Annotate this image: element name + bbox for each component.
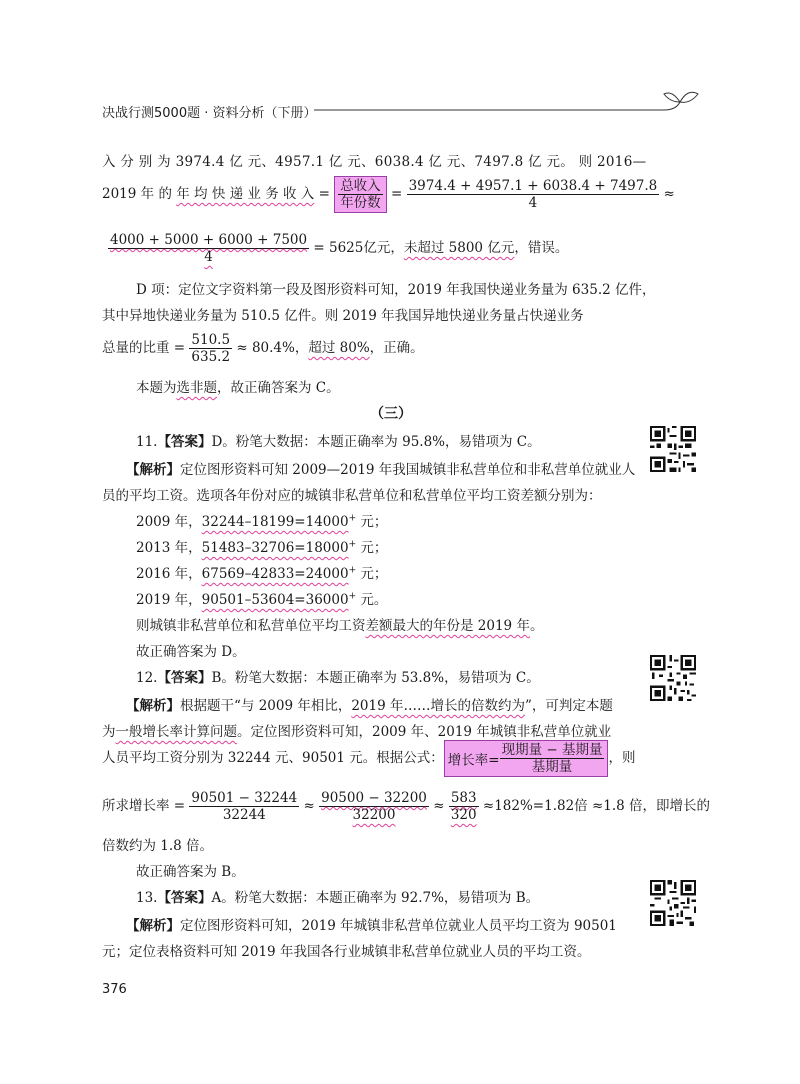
q12-number: 12. [136, 670, 158, 686]
q11-answer-text: D。粉笔大数据：本题正确率为 95.8%，易错项为 C。 [211, 434, 541, 450]
p2-result: ≈ 80.4%， [232, 340, 309, 357]
q13-jx-line1 [126, 914, 617, 934]
q12-l1-underline: 2019 年……增长的倍数约为 [351, 698, 525, 714]
q11-calc: 90501–53604=36000 [201, 592, 349, 608]
p1-fraction-1 [407, 178, 660, 211]
q12-jx-line5: 倍数约为 1.8 倍。 [102, 838, 214, 854]
p1-fraction-2 [108, 232, 309, 265]
q11-year: 2019 年， [136, 592, 202, 608]
q11-sup: + [348, 539, 357, 550]
p1-line1: 入 分 别 为 3974.4 亿 元、4957.1 亿 元、6038.4 亿 元、7497.8 亿 元。 则 2016— [102, 154, 647, 170]
p1-f1-den: 4 [528, 195, 538, 212]
p1-f2-num: 4000 + 5000 + 6000 + 7500 [110, 232, 308, 248]
q11-year: 2009 年， [136, 514, 202, 530]
q12-l3a: 人员平均工资分别为 32244 元、90501 元。根据公式： [102, 750, 444, 767]
qr-code-icon-q11[interactable] [650, 426, 696, 472]
q12-answer-tag: 【答案】 [157, 670, 212, 686]
q13-answer-tag: 【答案】 [157, 890, 212, 906]
q11-final: 故正确答案为 D。 [136, 644, 246, 660]
q11-answer-line [136, 430, 541, 450]
p1-f1-num: 3974.4 + 4957.1 + 6038.4 + 7497.8 [408, 178, 658, 194]
q11-unit: 元； [356, 566, 388, 582]
q11-concl-underline: 差额最大的年份是 2019 年 [365, 618, 530, 634]
q12-fraction-1 [189, 790, 299, 823]
p2-exceed-underline: 超过 80% [308, 340, 370, 357]
header-rule-sprout-icon [314, 88, 704, 122]
p2-f-den: 635.2 [191, 349, 231, 366]
q12-box-num: 现期量 − 基期量 [501, 742, 603, 758]
q11-unit: 元。 [356, 592, 388, 608]
p1-approx: ≈ [659, 186, 675, 203]
p2-line1: D 项：定位文字资料第一段及图形资料可知，2019 年我国快递业务量为 635.2 亿件， [136, 282, 656, 298]
q11-concl-text: 则城镇非私营单位和私营单位平均工资 [136, 618, 366, 634]
q11-unit: 元； [356, 540, 388, 556]
p3-line [136, 376, 340, 396]
p1-highlight-formula [334, 176, 387, 213]
p2-correct: ，正确。 [369, 340, 424, 357]
qr-code-icon-q13[interactable] [650, 880, 696, 926]
p1-avg-income-underline: 年 均 快 递 业 务 收 入 [176, 186, 315, 203]
q12-box-den: 基期量 [531, 759, 573, 776]
q12-box-label: 增长率= [447, 752, 500, 769]
q12-l4a: 所求增长率 = [102, 798, 190, 815]
q12-analysis-tag: 【解析】 [126, 698, 180, 714]
q13-answer-line [136, 886, 539, 906]
p2-line3 [102, 332, 424, 365]
q12-l3b: ，则 [608, 750, 636, 767]
q12-jx-line2 [102, 720, 611, 740]
q11-sup: + [348, 591, 357, 602]
q12-fraction-3 [449, 790, 479, 823]
p1-line2-text: 2019 年 的 [102, 186, 177, 203]
header-title: 决战行测5000题 · 资料分析（下册） [102, 106, 317, 121]
p1-not-exceed-underline: 未超过 5800 亿元 [403, 240, 515, 257]
q11-number: 11. [136, 434, 158, 450]
q13-l1: 定位图形资料可知，2019 年城镇非私营单位就业人员平均工资为 90501 [180, 918, 617, 934]
p1-eq: = [314, 186, 335, 203]
q11-calc: 51483–32706=18000 [201, 540, 349, 556]
section-title: （三） [370, 406, 412, 422]
q12-answer-line [136, 666, 540, 686]
q11-row-2009 [136, 510, 387, 530]
q11-sup: + [348, 565, 357, 576]
q12-approx1: ≈ [299, 798, 320, 815]
q12-f3-den: 320 [450, 807, 477, 824]
q12-growth-formula-box [444, 740, 609, 777]
qr-code-icon-q12[interactable] [650, 655, 696, 701]
q12-f1-den: 32244 [222, 807, 266, 824]
q11-jx-line2: 员的平均工资。选项各年份对应的城镇非私营单位和私营单位平均工资差额分别为： [102, 488, 602, 504]
q11-year: 2016 年， [136, 566, 202, 582]
p2-f-num: 510.5 [191, 332, 231, 348]
p1-result: = 5625亿元， [309, 240, 404, 257]
q11-row-2013 [136, 536, 387, 556]
p1-line3 [108, 232, 568, 265]
q11-concl-end: 。 [529, 618, 544, 634]
p2-line2: 其中异地快递业务量为 510.5 亿件。则 2019 年我国异地快递业务量占快递业务 [102, 308, 584, 324]
q11-row-2016 [136, 562, 387, 582]
p2-ratio-label: 总量的比重 = [102, 340, 190, 357]
q12-approx2: ≈ [428, 798, 449, 815]
p3-text-b: ，故正确答案为 C。 [217, 380, 340, 396]
q13-answer-text: A。粉笔大数据：本题正确率为 92.7%，易错项为 B。 [211, 890, 540, 906]
q11-calc: 67569–42833=24000 [201, 566, 349, 582]
q12-jx-line4 [102, 790, 710, 823]
q11-jx-line1 [126, 458, 635, 478]
q12-f2-num: 90500 − 32200 [321, 790, 427, 806]
q12-f2-den: 32200 [352, 807, 396, 824]
p1-eq2: = [386, 186, 407, 203]
p3-select-false-underline: 选非题 [176, 380, 217, 396]
p1-line2 [102, 176, 675, 213]
q12-answer-text: B。粉笔大数据：本题正确率为 53.8%，易错项为 C。 [211, 670, 540, 686]
q11-year: 2013 年， [136, 540, 202, 556]
q11-row-2019 [136, 588, 387, 608]
p2-fraction [189, 332, 232, 365]
q12-f1-num: 90501 − 32244 [191, 790, 298, 806]
q12-f3-num: 583 [450, 790, 477, 806]
q11-analysis-text1: 定位图形资料可知 2009—2019 年我国城镇非私营单位和非私营单位就业人 [180, 462, 636, 478]
q11-answer-tag: 【答案】 [157, 434, 212, 450]
q13-analysis-tag: 【解析】 [126, 918, 180, 934]
q13-jx-line2: 元；定位表格资料可知 2019 年我国各行业城镇非私营单位就业人员的平均工资。 [102, 944, 591, 960]
page-number: 376 [102, 982, 127, 997]
q11-unit: 元； [356, 514, 388, 530]
q12-l2b: 。定位图形资料可知，2009 年、2019 年城镇非私营单位就业 [237, 724, 612, 740]
q12-final: 故正确答案为 B。 [136, 864, 245, 880]
q11-conclusion [136, 614, 543, 634]
p3-text-a: 本题为 [136, 380, 177, 396]
p1-box-num: 总收入 [340, 178, 381, 194]
p1-f2-den: 4 [204, 249, 213, 266]
q12-fraction-2 [319, 790, 429, 823]
p1-box-den: 年份数 [340, 195, 381, 212]
q11-analysis-tag: 【解析】 [126, 462, 180, 478]
q12-l1a: 根据题干“与 2009 年相比， [180, 698, 352, 714]
q12-box-fraction [500, 742, 605, 775]
q12-l4b: ≈182%=1.82倍 ≈1.8 倍，即增长的 [478, 798, 711, 815]
q12-jx-line3 [102, 740, 635, 777]
q12-jx-line1 [126, 694, 613, 714]
q12-l1b: ”，可判定本题 [525, 698, 613, 714]
q12-l2-underline: 一般增长率计算问题 [115, 724, 237, 740]
q13-number: 13. [136, 890, 158, 906]
q11-calc: 32244–18199=14000 [201, 514, 349, 530]
p1-wrong: ，错误。 [514, 240, 569, 257]
q11-sup: + [348, 513, 357, 524]
q12-l2a: 为 [102, 724, 116, 740]
